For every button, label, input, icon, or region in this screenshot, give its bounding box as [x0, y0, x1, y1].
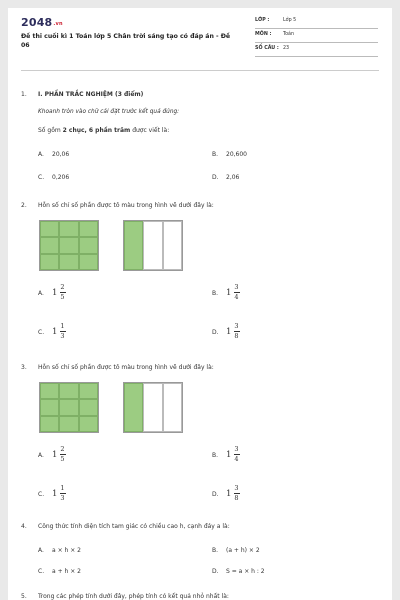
- shaded-cell: [59, 254, 78, 270]
- blank-cell: [143, 221, 162, 270]
- shaded-cell: [59, 399, 78, 415]
- question-stem: Công thức tính diện tích tam giác có chiều cao h, cạnh đáy a là:: [38, 523, 230, 530]
- question-number: 5.: [21, 593, 27, 600]
- document-title: Đề thi cuối kì 1 Toán lớp 5 Chân trời sáng tạo có đáp án - Đề 06: [21, 33, 231, 49]
- shaded-cell: [59, 416, 78, 432]
- shaded-grid-right: [123, 220, 183, 271]
- shaded-cell: [59, 221, 78, 237]
- site-logo[interactable]: 2048.vn: [21, 16, 63, 29]
- shaded-cell: [40, 399, 59, 415]
- document-page: [8, 8, 392, 600]
- question-stem: Hỗn số chỉ số phần được tô màu trong hình vẽ dưới đây là:: [38, 202, 214, 209]
- question-number: 1.: [21, 91, 27, 98]
- question-number: 2.: [21, 202, 27, 209]
- shaded-cell: [40, 383, 59, 399]
- shaded-grid-left: [39, 382, 99, 433]
- meta-label: MÔN :: [255, 32, 272, 37]
- question-3: 3. Hỗn số chỉ số phần được tô màu trong hình vẽ dưới đây là: A. 1 2 5 B. 1 3 4 C. 1 1 3 D. 1 3 8: [21, 364, 379, 524]
- shaded-cell: [79, 399, 98, 415]
- header-divider: [21, 70, 379, 71]
- meta-value: Toán: [283, 32, 295, 37]
- shaded-cell: [40, 237, 59, 253]
- blank-cell: [163, 383, 182, 432]
- instruction: Khoanh tròn vào chữ cái đặt trước kết quả đúng:: [38, 109, 180, 115]
- blank-cell: [143, 383, 162, 432]
- shaded-cell: [124, 221, 143, 270]
- question-stem: Số gồm 2 chục, 6 phần trăm được viết là:: [38, 127, 170, 134]
- meta-label: LỚP :: [255, 18, 270, 23]
- blank-cell: [163, 221, 182, 270]
- shaded-cell: [59, 237, 78, 253]
- meta-row-subject: [255, 29, 378, 43]
- shaded-cell: [40, 221, 59, 237]
- question-2: 2. Hỗn số chỉ số phần được tô màu trong hình vẽ dưới đây là: A. 1 2 5 B. 1 3 4 C. 1 1 3 D. 1 3 8: [21, 202, 379, 362]
- shaded-cell: [79, 221, 98, 237]
- meta-label: SỐ CÂU :: [255, 46, 279, 51]
- question-number: 4.: [21, 523, 27, 530]
- document-header: [8, 8, 392, 66]
- meta-value: 23: [283, 46, 290, 51]
- meta-info: [255, 15, 378, 57]
- meta-value: Lớp 5: [283, 18, 297, 23]
- question-4: 4. Công thức tính diện tích tam giác có chiều cao h, cạnh đáy a là: A. a × h × 2 B. (a + h) × 2 C. a + h × 2 D. S = a × h : 2: [21, 523, 379, 591]
- shaded-cell: [40, 416, 59, 432]
- meta-row-class: [255, 15, 378, 29]
- question-number: 3.: [21, 364, 27, 371]
- meta-row-count: [255, 43, 378, 57]
- shaded-cell: [59, 383, 78, 399]
- question-stem: Trong các phép tính dưới đây, phép tính có kết quả nhỏ nhất là:: [38, 593, 229, 600]
- shaded-grid-right: [123, 382, 183, 433]
- section-heading: I. PHẦN TRẮC NGHIỆM (3 điểm): [38, 91, 144, 98]
- shaded-cell: [40, 254, 59, 270]
- question-1: 1. I. PHẦN TRẮC NGHIỆM (3 điểm) Khoanh tròn vào chữ cái đặt trước kết quả đúng: Số gồm 2 chục, 6 phần trăm được viết là: A. 20,06 B. 20,600 C. 0,206 D. 2,06: [21, 91, 379, 201]
- shaded-cell: [79, 237, 98, 253]
- shaded-cell: [124, 383, 143, 432]
- shaded-grid-left: [39, 220, 99, 271]
- shaded-cell: [79, 383, 98, 399]
- shaded-cell: [79, 416, 98, 432]
- question-stem: Hỗn số chỉ số phần được tô màu trong hình vẽ dưới đây là:: [38, 364, 214, 371]
- question-5: [21, 593, 379, 600]
- shaded-cell: [79, 254, 98, 270]
